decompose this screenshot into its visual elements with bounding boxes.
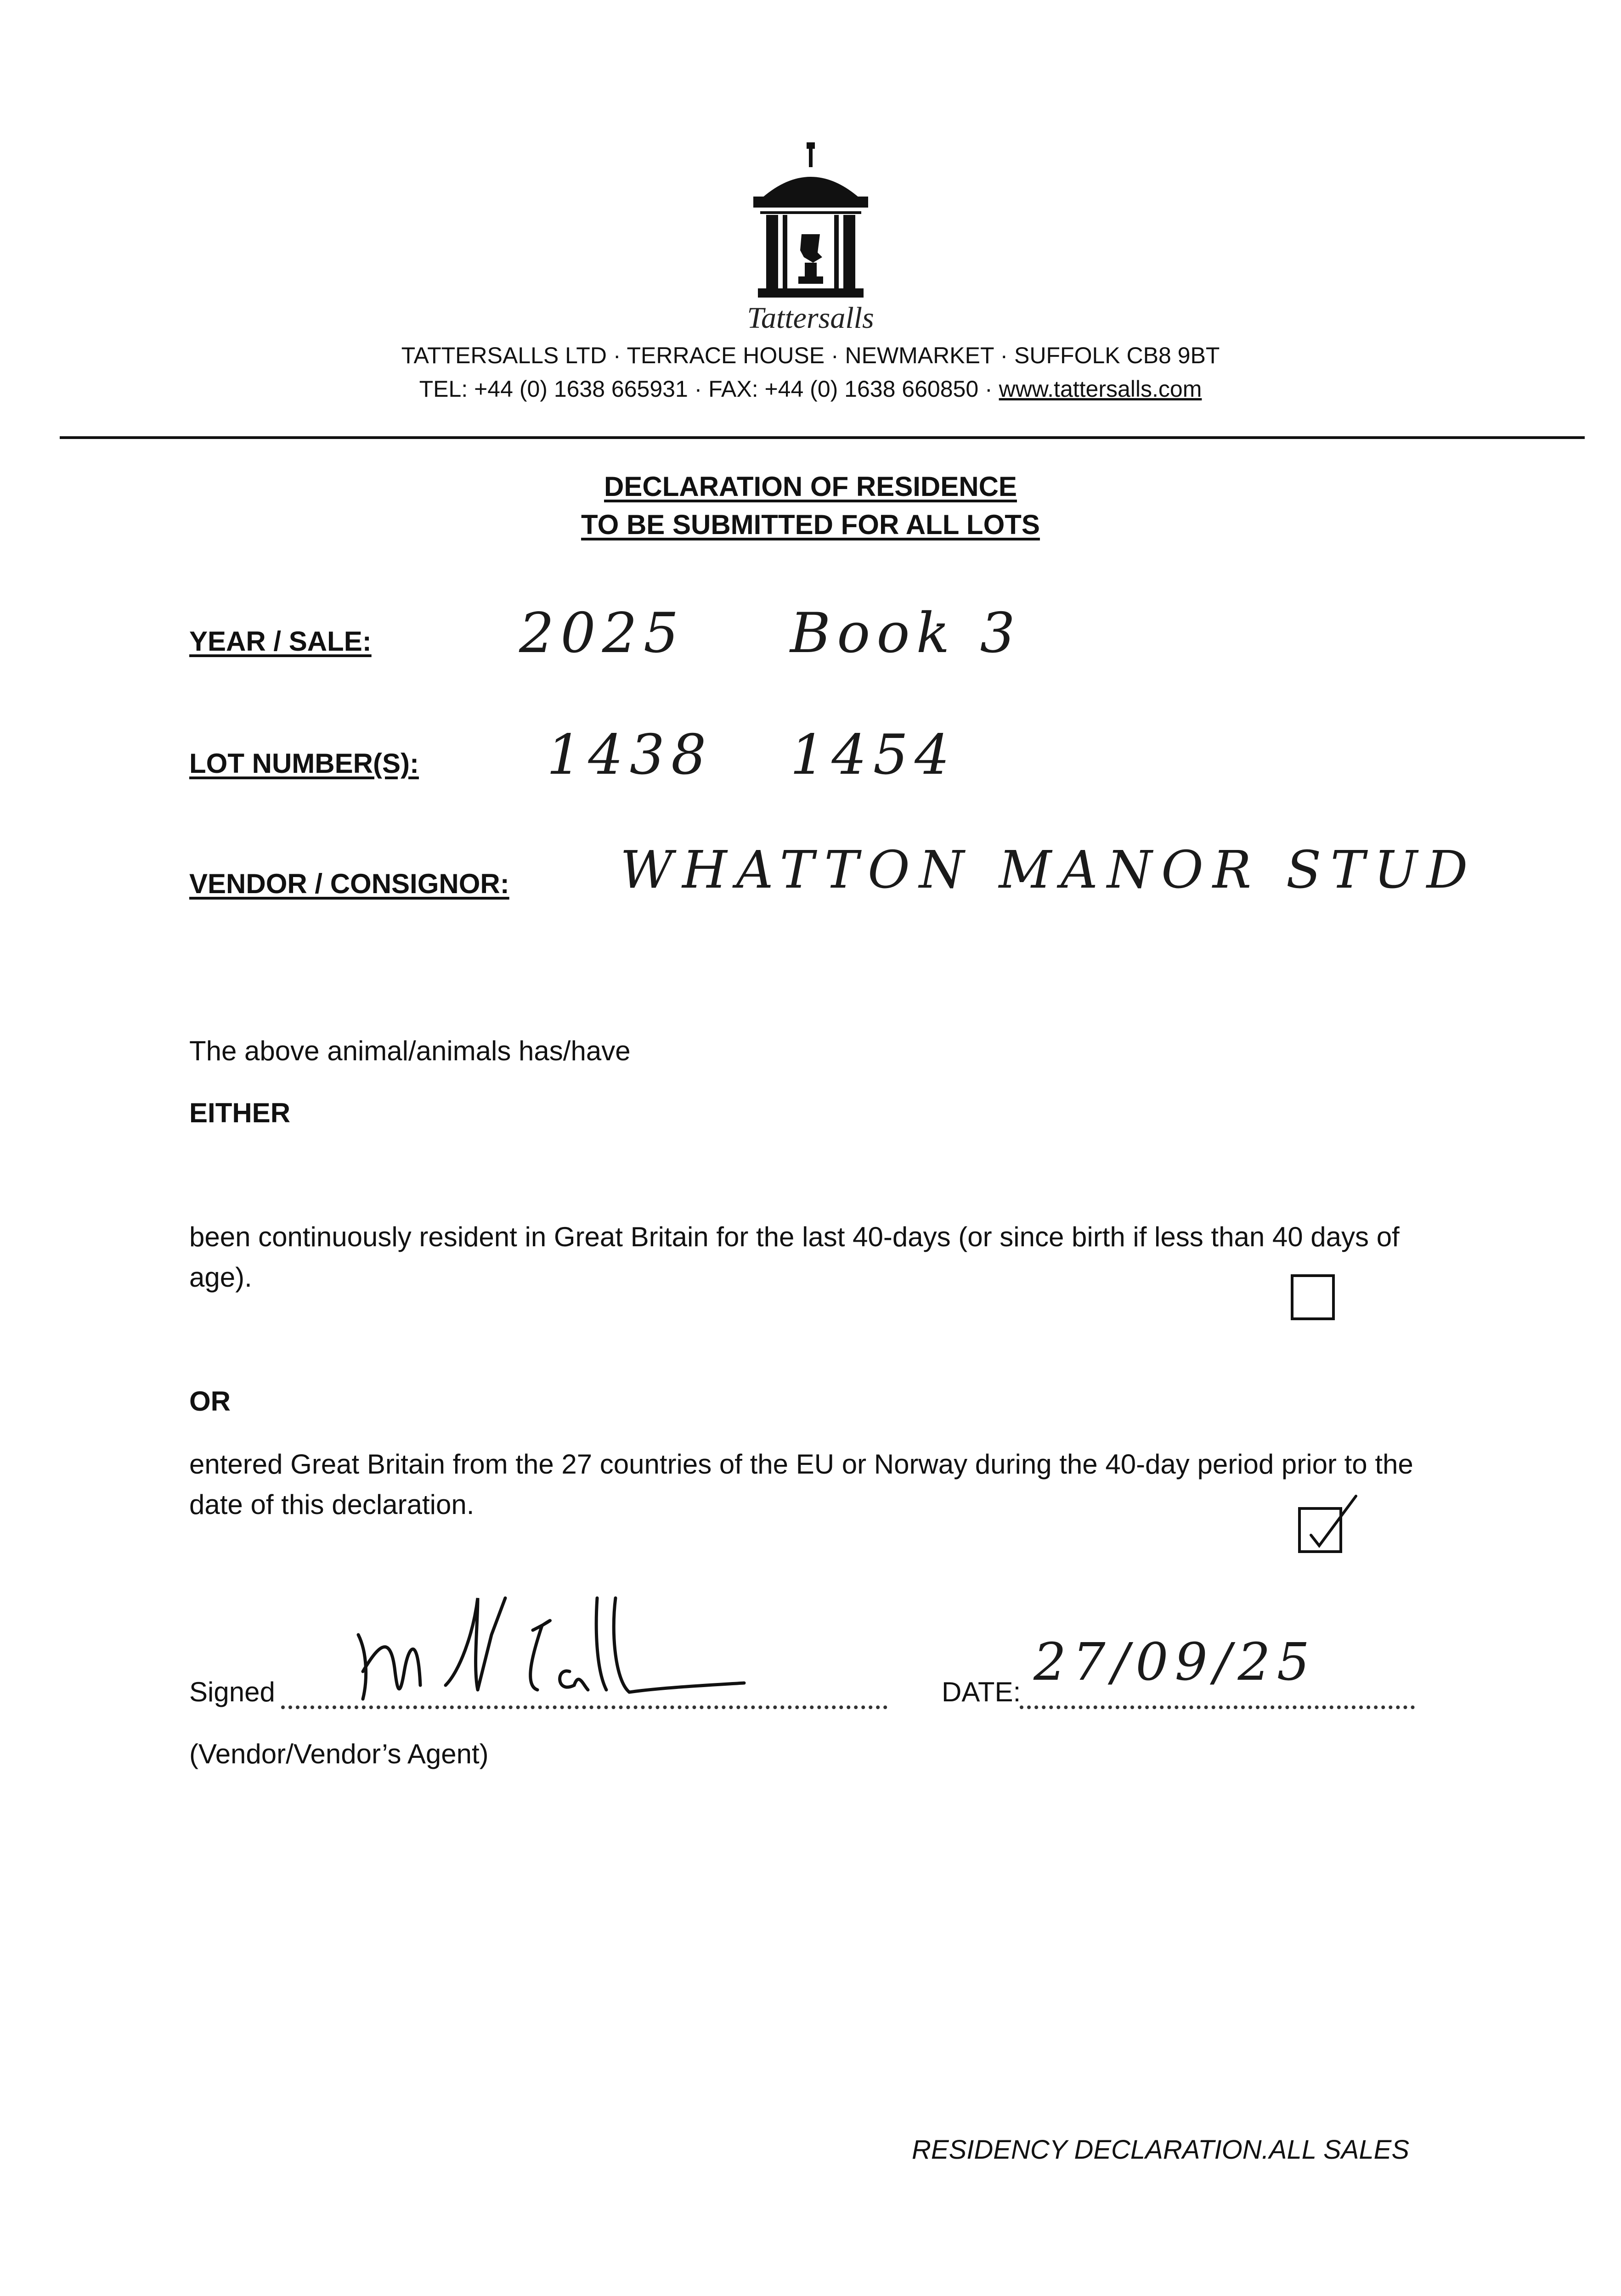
tattersalls-logo-icon: [749, 142, 873, 303]
either-heading: EITHER: [189, 1097, 291, 1128]
signatory-role: (Vendor/Vendor’s Agent): [189, 1739, 489, 1769]
lot-numbers-label: LOT NUMBER(S):: [189, 748, 419, 779]
lot-number-1[interactable]: 1438: [547, 723, 713, 787]
form-title: DECLARATION OF RESIDENCE: [604, 471, 1017, 502]
website-link[interactable]: www.tattersalls.com: [999, 376, 1202, 402]
intro-text: The above animal/animals has/have: [189, 1035, 631, 1066]
vendor-label: VENDOR / CONSIGNOR:: [189, 868, 509, 899]
brand-name: Tattersalls: [747, 301, 874, 335]
year-value[interactable]: 2025: [519, 602, 685, 665]
option-1-checkbox[interactable]: [1291, 1274, 1335, 1320]
option-1-text: been continuously resident in Great Britain for the last 40-days (or since birth if less than 40 days of age).: [189, 1221, 1400, 1293]
form-footer: RESIDENCY DECLARATION.ALL SALES: [912, 2135, 1410, 2165]
sale-value[interactable]: Book 3: [790, 602, 1022, 665]
signature-scribble: [340, 1580, 753, 1736]
header-divider: [60, 436, 1585, 439]
option-2-text: entered Great Britain from the 27 countries of the EU or Norway during the 40-day period prior to the date of this declaration.: [189, 1449, 1413, 1520]
option-2-checkbox[interactable]: [1298, 1507, 1342, 1553]
company-address: TATTERSALLS LTD · TERRACE HOUSE · NEWMARKET · SUFFOLK CB8 9BT: [401, 343, 1220, 368]
date-value[interactable]: 27/09/25: [1034, 1632, 1316, 1692]
year-sale-label: YEAR / SALE:: [189, 626, 372, 657]
lot-number-2[interactable]: 1454: [790, 723, 956, 787]
company-contact: [0, 376, 1621, 402]
or-heading: OR: [189, 1386, 231, 1417]
signed-label: Signed: [189, 1677, 275, 1707]
contact-numbers: TEL: +44 (0) 1638 665931 · FAX: +44 (0) 1638 660850 ·: [419, 376, 999, 402]
form-subtitle: TO BE SUBMITTED FOR ALL LOTS: [581, 509, 1040, 540]
vendor-value[interactable]: WHATTON MANOR STUD: [620, 840, 1477, 900]
date-label: DATE:: [942, 1677, 1021, 1707]
check-mark-icon: [1301, 1510, 1345, 1556]
